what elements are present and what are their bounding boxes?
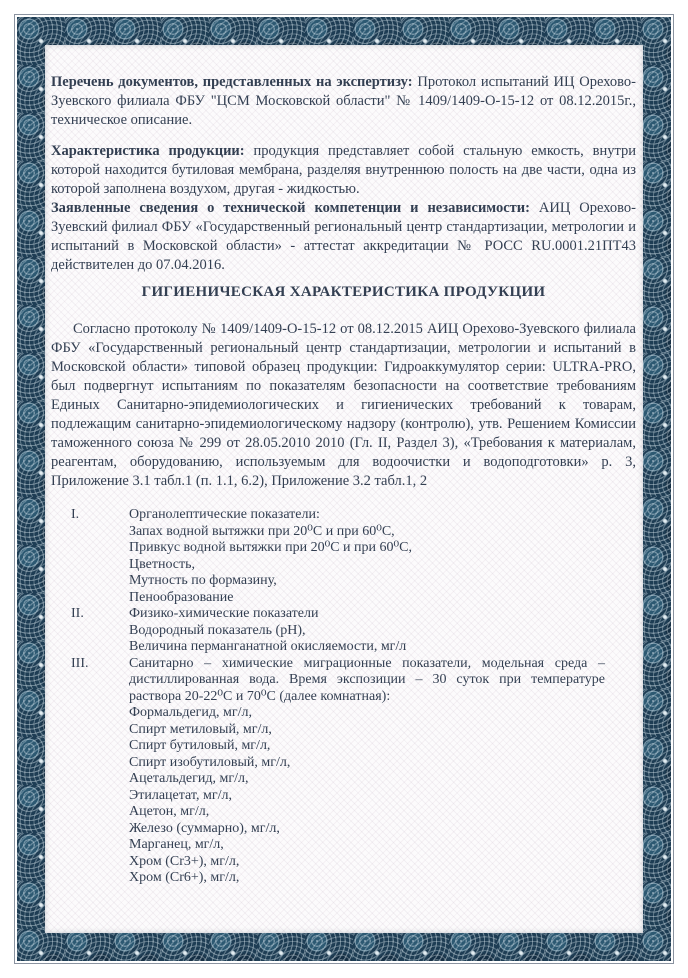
- characteristics-paragraph: [51, 142, 636, 199]
- list-item-lines: [129, 656, 605, 887]
- list-item-line: Величина перманганатной окисляемости, мг/л: [129, 639, 407, 654]
- list-item-physico-chemical: [71, 606, 636, 656]
- list-item-line: Этилацетат, мг/л,: [129, 787, 232, 803]
- list-item-line: Марганец, мг/л,: [129, 837, 224, 852]
- document-body: [45, 45, 643, 933]
- list-item-line: Ацетальдегид, мг/л,: [129, 771, 249, 786]
- list-item-sanitary-chemical: [71, 656, 636, 887]
- competence-text: АИЦ Орехово-Зуевский филиал ФБУ «Государственный региональный центр стандартизации, метрологии и испытаний в Московской области» - аттестат аккредитации № РОСС RU.0001.21ПТ43 действителен до 07.04.2016.: [51, 200, 637, 273]
- list-item-roman: III.: [71, 655, 89, 671]
- list-item-line: Привкус водной вытяжки при 20⁰С и при 60⁰С,: [129, 540, 412, 555]
- list-item-line: Спирт бутиловый, мг/л,: [129, 738, 271, 753]
- competence-paragraph: [51, 199, 636, 275]
- characteristics-text: продукция представляет собой стальную емкость, внутри которой находится бутиловая мембрана, разделяя внутреннюю полость на две части, одна из которой заполнена воздухом, другая - жидкостью.: [51, 143, 636, 197]
- list-item-line: Спирт метиловый, мг/л,: [129, 721, 272, 737]
- characteristics-label: Характеристика продукции:: [51, 143, 245, 159]
- list-item-line: Мутность по формазину,: [129, 573, 277, 588]
- list-item-line: Пенообразование: [129, 589, 234, 605]
- list-item-line: Железо (суммарно), мг/л,: [129, 820, 280, 836]
- list-item-roman: I.: [71, 507, 80, 522]
- documents-text: Протокол испытаний ИЦ Орехово-Зуевского филиала ФБУ "ЦСМ Московской области" № 1409/1409-О-15-12 от 08.12.2015г., техническое описание.: [51, 74, 636, 128]
- documents-label: Перечень документов, представленных на экспертизу:: [51, 74, 413, 90]
- protocol-paragraph: Согласно протоколу № 1409/1409-О-15-12 от 08.12.2015 АИЦ Орехово-Зуевского филиала ФБУ «Государственный региональный центр стандартизации, метрологии и испытаний в Московской области» типовой образец продукции: Гидроаккумулятор серии: ULTRA-PRO, был подвергнут испытаниям по показателям безопасности на соответствие требованиям Единых Санитарно-эпидемиологических и гигиенических требований к товарам, подлежащим санитарно-эпидемиологическому надзору (контролю), утв. Решением Комиссии таможенного союза № 299 от 28.05.2010 2010 (Гл. II, Раздел 3), «Требования к материалам, реагентам, оборудованию, используемым для водоочистки и водоподготовки» р. 3, Приложение 3.1 табл.1 (п. 1.1, 6.2), Приложение 3.2 табл.1, 2: [51, 321, 636, 489]
- list-item-line: Спирт изобутиловый, мг/л,: [129, 754, 291, 770]
- list-item-line: Формальдегид, мг/л,: [129, 705, 252, 720]
- list-item-line: Санитарно – химические миграционные показатели, модельная среда – дистиллированная вода. Время экспозиции – 30 суток при температуре раствора 20-22⁰С и 70⁰С (далее комнатная):: [129, 655, 605, 704]
- competence-label: Заявленные сведения о технической компетенции и независимости:: [51, 200, 530, 216]
- indicators-list: [71, 507, 636, 887]
- list-item-line: Цветность,: [129, 556, 196, 572]
- list-item-line: Запах водной вытяжки при 20⁰С и при 60⁰С,: [129, 523, 395, 539]
- list-item-line: Хром (Cr6+), мг/л,: [129, 870, 240, 885]
- documents-paragraph: [51, 73, 636, 130]
- list-item-line: Органолептические показатели:: [129, 507, 320, 522]
- list-item-line: Физико-химические показатели: [129, 606, 319, 621]
- list-item-lines: [129, 606, 605, 656]
- list-item-line: Хром (Cr3+), мг/л,: [129, 853, 240, 869]
- list-item-organoleptic: [71, 507, 636, 606]
- section-heading: ГИГИЕНИЧЕСКАЯ ХАРАКТЕРИСТИКА ПРОДУКЦИИ: [141, 284, 546, 300]
- list-item-roman: II.: [71, 606, 84, 621]
- list-item-lines: [129, 507, 605, 606]
- list-item-line: Водородный показатель (рН),: [129, 622, 306, 638]
- list-item-line: Ацетон, мг/л,: [129, 804, 210, 819]
